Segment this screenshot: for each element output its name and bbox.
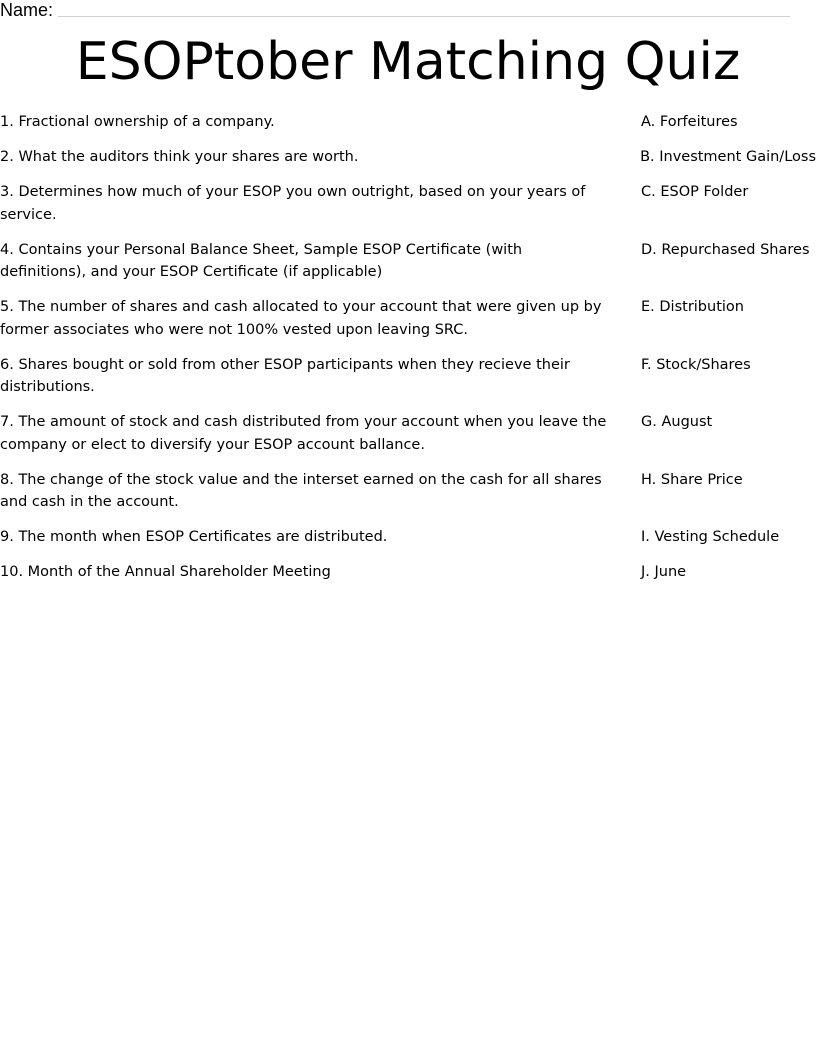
answer-option: C. ESOP Folder bbox=[641, 184, 749, 200]
answer-option: G. August bbox=[641, 414, 713, 430]
clue-text: 5. The number of shares and cash allocated to your account that were given up by former associates who were not 100% vested upon leaving SRC. bbox=[0, 299, 602, 338]
quiz-row bbox=[0, 146, 816, 169]
clue-text: 10. Month of the Annual Shareholder Meeting bbox=[0, 564, 331, 580]
answer-option: I. Vesting Schedule bbox=[641, 529, 780, 545]
name-label: Name: bbox=[0, 0, 54, 20]
quiz-row bbox=[0, 111, 816, 134]
page-title: ESOPtober Matching Quiz bbox=[75, 32, 741, 92]
answer-option: E. Distribution bbox=[641, 299, 744, 315]
answer-option: H. Share Price bbox=[641, 471, 743, 488]
answer-option: F. Stock/Shares bbox=[641, 356, 751, 373]
quiz-row bbox=[0, 181, 816, 226]
clue-text: 1. Fractional ownership of a company. bbox=[0, 114, 275, 130]
clue-text: 8. The change of the stock value and the interset earned on the cash for all shares and cash in the account. bbox=[0, 471, 602, 510]
answer-option: B. Investment Gain/Loss bbox=[640, 149, 816, 165]
clue-text: 2. What the auditors think your shares are worth. bbox=[0, 149, 359, 165]
quiz-row bbox=[0, 526, 816, 549]
quiz-row bbox=[0, 296, 816, 341]
quiz-row bbox=[0, 411, 816, 456]
quiz-row bbox=[0, 239, 816, 284]
name-blank-line bbox=[58, 16, 790, 17]
name-field-row bbox=[0, 0, 790, 22]
clue-text: 3. Determines how much of your ESOP you own outright, based on your years of service. bbox=[0, 184, 586, 223]
clue-text: 4. Contains your Personal Balance Sheet, Sample ESOP Certificate (with definitions), and your ESOP Certificate (if applicable) bbox=[0, 241, 523, 280]
quiz-list bbox=[0, 111, 816, 596]
answer-option: J. June bbox=[641, 564, 687, 580]
clue-text: 7. The amount of stock and cash distributed from your account when you leave the company or elect to diversify your ESOP account ballance. bbox=[0, 414, 607, 453]
answer-option: A. Forfeitures bbox=[641, 114, 738, 130]
clue-text: 6. Shares bought or sold from other ESOP participants when they recieve their distributions. bbox=[0, 356, 570, 395]
quiz-row bbox=[0, 354, 816, 399]
clue-text: 9. The month when ESOP Certificates are distributed. bbox=[0, 529, 388, 545]
quiz-row bbox=[0, 561, 816, 584]
quiz-row bbox=[0, 469, 816, 514]
answer-option: D. Repurchased Shares bbox=[641, 241, 810, 258]
